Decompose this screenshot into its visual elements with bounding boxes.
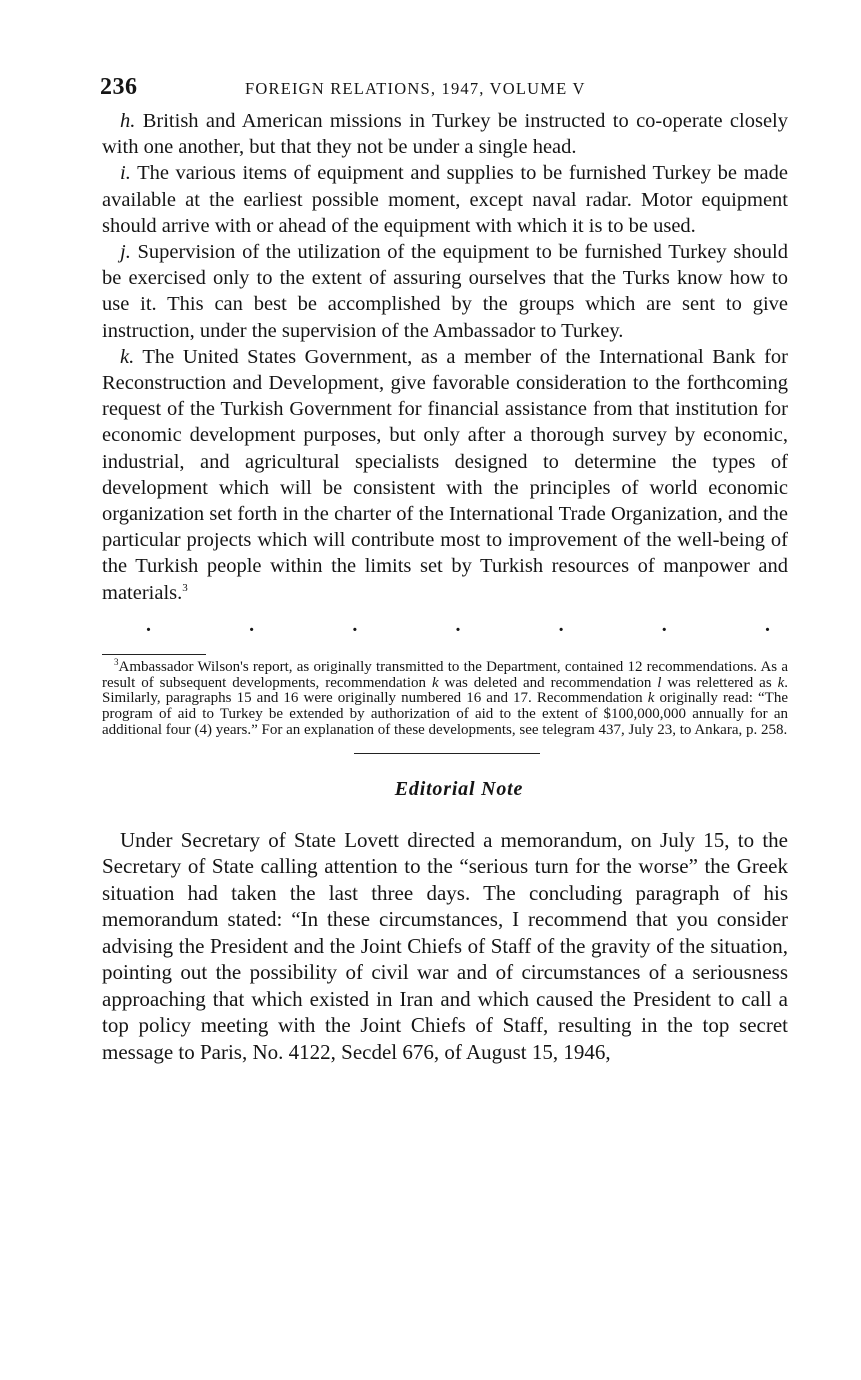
ellipsis-dot: .	[764, 613, 770, 636]
footnote-text-part: originally read: “The program of aid to Turkey be extended by authorization of aid to the extent of $100,000,000 annually for an additional four (4) years.” For an explanation of these developments, see telegram 437, July 23, to Ankara, p. 258.	[102, 690, 788, 739]
ellipsis-dot: .	[558, 613, 564, 636]
recommendation-letter: h.	[120, 110, 136, 132]
recommendation-text: British and American missions in Turkey be instructed to co-operate closely with one another, but that they not be under a single head.	[102, 110, 788, 159]
footnote	[102, 656, 789, 739]
footnote-text-part: Ambassador Wilson's report, as originally transmitted to the Department, contained 12 recommendations. As a result of subsequent developments, recommendation	[102, 658, 788, 691]
recommendation-text: Supervision of the utilization of the equipment to be furnished Turkey should be exercised only to the extent of assuring ourselves that the Turks know how to use it. This can best be accomplished by the groups which are sent to give instruction, under the supervision of the Ambassador to Turkey.	[102, 241, 788, 342]
footnote-text-part: was deleted and recommendation	[438, 674, 658, 691]
recommendation-letter: j.	[120, 241, 131, 264]
page-number: 236	[100, 74, 138, 100]
recommendation-k	[102, 344, 788, 606]
section-divider	[354, 753, 540, 754]
recommendation-i	[102, 160, 788, 239]
recommendation-letter: i.	[120, 162, 131, 185]
recommendation-text: The United States Government, as a member of the International Bank for Reconstruction and Development, give favorable consideration to the forthcoming request of the Turkish Government for financial assistance from that institution for economic development purposes, but only after a thorough survey by economic, industrial, and agricultural specialists designed to determine the types of development which will be consistent with the principles of world economic organization set forth in the charter of the International Trade Organization, and the particular projects which will contribute most to improvement of the well-being of the Turkish people within the limits set by Turkish resources of manpower and materials.	[102, 345, 788, 604]
running-title: FOREIGN RELATIONS, 1947, VOLUME V	[245, 79, 586, 98]
recommendation-letter: k.	[120, 345, 135, 368]
recommendation-h	[102, 108, 788, 160]
editorial-note-body	[102, 827, 788, 1066]
editorial-note-paragraph: Under Secretary of State Lovett directed a memorandum, on July 15, to the Secretary of State calling attention to the “serious turn for the worse” the Greek situation had taken the last three days. The concluding paragraph of his memorandum stated: “In these circumstances, I recommend that you consider advising the President and the Joint Chiefs of Staff of the gravity of the situation, pointing out the possibility of civil war and of circumstances of a seriousness approaching that which existed in Iran and which caused the President to call a top policy meeting with the Joint Chiefs of Staff, resulting in the top secret message to Paris, No. 4122, Secdel 676, of August 15, 1946,	[102, 827, 788, 1064]
footnote-reference[interactable]: 3	[182, 581, 188, 594]
footnote-text-part: was relettered as	[661, 674, 778, 691]
ellipsis-dot: .	[352, 613, 358, 636]
omission-ellipsis	[102, 613, 788, 636]
footnote-italic-letter: k	[431, 674, 439, 691]
editorial-note-title: Editorial Note	[394, 777, 524, 800]
recommendation-j	[102, 239, 788, 344]
footnote-divider	[102, 654, 206, 655]
footnote-marker: 3	[114, 656, 119, 667]
footnote-italic-letter: k	[777, 674, 785, 691]
footnote-text-part: . Similarly, paragraphs 15 and 16 were originally numbered 16 and 17. Recommendation	[102, 674, 789, 707]
ellipsis-dot: .	[146, 613, 151, 636]
document-page	[102, 72, 788, 1065]
ellipsis-dot: .	[249, 613, 255, 636]
footnote-italic-letter: k	[647, 690, 655, 707]
running-head	[102, 72, 788, 108]
ellipsis-dot: .	[455, 613, 461, 636]
recommendations-section	[102, 108, 788, 606]
ellipsis-dot: .	[661, 613, 667, 636]
footnote-italic-letter: l	[657, 674, 662, 691]
recommendation-text: The various items of equipment and supplies to be furnished Turkey be made available at the earliest possible moment, except naval radar. Motor equipment should arrive with or ahead of the equipment with which it is to be used.	[102, 162, 788, 237]
